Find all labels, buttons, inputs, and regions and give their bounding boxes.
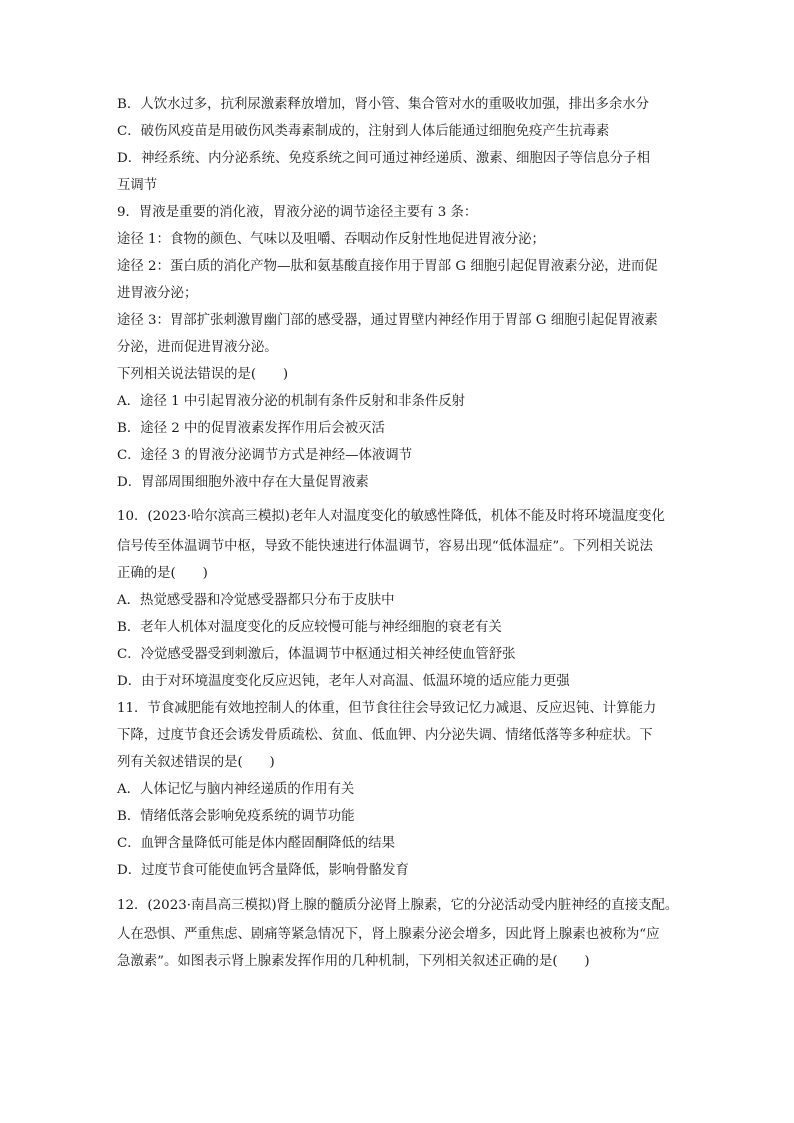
q10-stem-line3: 正确的是( ) [117,566,208,581]
q9-stem: 9．胃液是重要的消化液，胃液分泌的调节途径主要有 3 条： [117,205,478,220]
q11-option-b: B．情绪低落会影响免疫系统的调节功能 [117,809,355,824]
q9-path2-line1: 途径 2：蛋白质的消化产物—肽和氨基酸直接作用于胃部 G 细胞引起促胃液素分泌，进而促 [117,259,658,274]
q10-option-c: C．冷觉感受器受到刺激后，体温调节中枢通过相关神经使血管舒张 [117,647,516,662]
q9-path3-line2: 分泌，进而促进胃液分泌。 [117,340,278,355]
q9-option-b: B．途径 2 中的促胃液素发挥作用后会被灭活 [117,421,385,436]
q12-stem-line2: 人在恐惧、严重焦虑、剧痛等紧急情况下，肾上腺素分泌会增多，因此肾上腺素也被称为“应 [117,927,660,942]
q12-stem-line3: 急激素”。如图表示肾上腺素发挥作用的几种机制，下列相关叙述正确的是( ) [117,954,590,969]
q11-option-d: D．过度节食可能使血钙含量降低，影响骨骼发育 [117,863,409,878]
q9-option-c: C．途径 3 的胃液分泌调节方式是神经—体液调节 [117,448,413,463]
q11-option-a: A．人体记忆与脑内神经递质的作用有关 [117,782,355,797]
q8-option-c: C．破伤风疫苗是用破伤风类毒素制成的，注射到人体后能通过细胞免疫产生抗毒素 [117,124,610,139]
q10-option-a: A．热觉感受器和冷觉感受器都只分布于皮肤中 [117,593,395,608]
q8-option-d-line2: 互调节 [117,178,158,193]
q10-option-b: B．老年人机体对温度变化的反应较慢可能与神经细胞的衰老有关 [117,620,502,635]
q10-stem-line2: 信号传至体温调节中枢，导致不能快速进行体温调节，容易出现“低体温症”。下列相关说法 [117,539,653,554]
q9-option-a: A．途径 1 中引起胃液分泌的机制有条件反射和非条件反射 [117,394,466,409]
q11-option-c: C．血钾含量降低可能是体内醛固酮降低的结果 [117,836,396,851]
q8-option-d-line1: D．神经系统、内分泌系统、免疫系统之间可通过神经递质、激素、细胞因子等信息分子相 [117,151,650,166]
q11-stem-line3: 列有关叙述错误的是( ) [117,755,275,770]
q10-option-d: D．由于对环境温度变化反应迟钝，老年人对高温、低温环境的适应能力更强 [117,674,570,689]
q12-stem-line1: 12．(2023·南昌高三模拟)肾上腺的髓质分泌肾上腺素，它的分泌活动受内脏神经的直接支配。 [117,898,679,913]
q9-path2-line2: 进胃液分泌； [117,286,198,301]
q9-option-d: D．胃部周围细胞外液中存在大量促胃液素 [117,475,369,490]
q9-path1: 途径 1：食物的颜色、气味以及咀嚼、吞咽动作反射性地促进胃液分泌； [117,232,545,247]
q9-path3-line1: 途径 3：胃部扩张刺激胃幽门部的感受器，通过胃壁内神经作用于胃部 G 细胞引起促胃液素 [117,313,658,328]
q10-stem-line1: 10．(2023·哈尔滨高三模拟)老年人对温度变化的敏感性降低，机体不能及时将环境温度变化 [117,509,665,524]
q11-stem-line1: 11．节食减肥能有效地控制人的体重，但节食往往会导致记忆力减退、反应迟钝、计算能力 [117,701,657,716]
q9-question: 下列相关说法错误的是( ) [117,367,289,382]
q8-option-b: B．人饮水过多，抗利尿激素释放增加，肾小管、集合管对水的重吸收加强，排出多余水分 [117,97,650,112]
q11-stem-line2: 下降，过度节食还会诱发骨质疏松、贫血、低血钾、内分泌失调、情绪低落等多种症状。下 [117,728,653,743]
